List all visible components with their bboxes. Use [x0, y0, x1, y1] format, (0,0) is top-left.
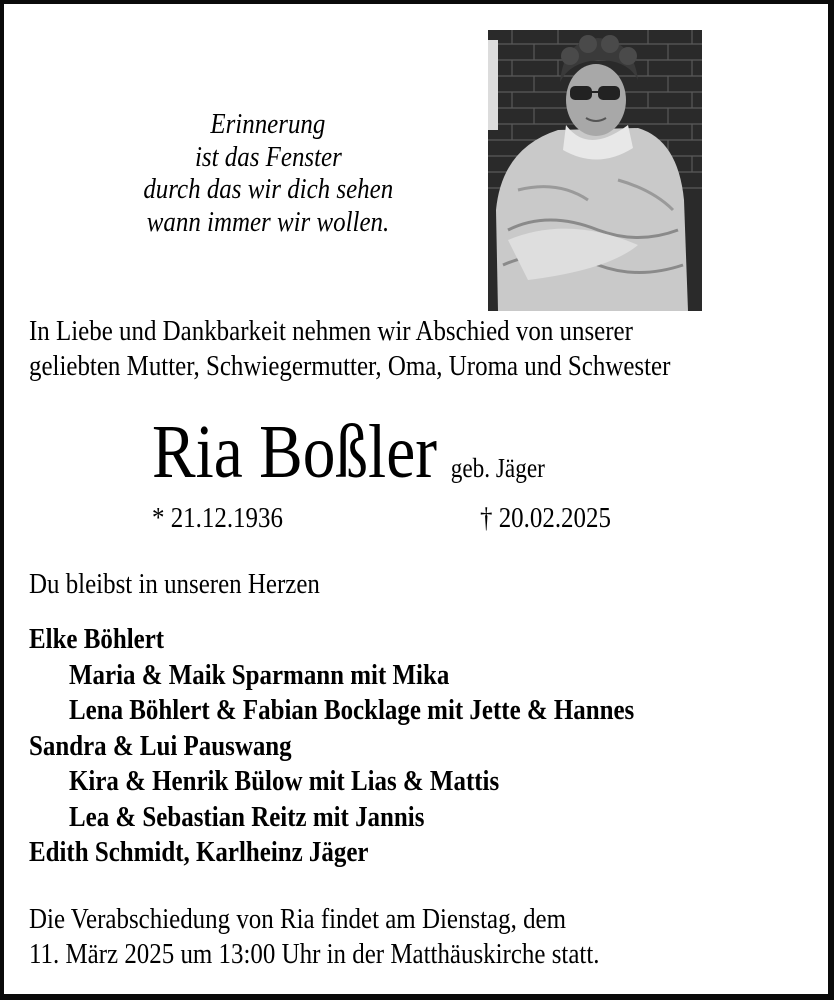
motto	[29, 567, 367, 601]
closing-line-1: Die Verabschiedung von Ria findet am Dienstag, dem	[29, 903, 567, 935]
quote-line	[64, 141, 472, 174]
death-date-text: † 20.02.2025	[480, 502, 611, 534]
quote-line-2: ist das Fenster	[194, 140, 342, 173]
quote-line	[64, 173, 472, 206]
family-row	[29, 800, 726, 836]
quote-line-1: Erinnerung	[210, 108, 326, 140]
family-member: Kira & Henrik Bülow mit Lias & Mattis	[69, 765, 500, 797]
birth-date	[152, 501, 304, 535]
death-date	[480, 501, 632, 535]
deceased-name-row	[152, 412, 609, 492]
intro-line-2: geliebten Mutter, Schwiegermutter, Oma, Uroma und Schwester	[29, 350, 671, 382]
family-member: Elke Böhlert	[29, 623, 165, 655]
closing-line-2: 11. März 2025 um 13:00 Uhr in der Matthäuskirche statt.	[29, 938, 600, 970]
family-member: Lea & Sebastian Reitz mit Jannis	[69, 800, 425, 833]
quote-line-3: durch das wir dich sehen	[143, 173, 393, 205]
family-row	[29, 658, 726, 694]
portrait-photo-icon	[488, 30, 702, 311]
deceased-name: Ria Boßler	[152, 410, 437, 494]
family-member: Sandra & Lui Pauswang	[29, 729, 292, 762]
maiden-name: geb. Jäger	[450, 453, 545, 483]
family-member: Maria & Maik Sparmann mit Mika	[69, 658, 450, 691]
portrait-photo	[488, 30, 702, 311]
family-list	[29, 622, 726, 871]
quote-line	[64, 108, 472, 141]
service-announcement	[29, 902, 692, 972]
family-row	[29, 764, 726, 800]
quote-line	[64, 206, 472, 239]
family-row	[29, 622, 726, 658]
quote-line-4: wann immer wir wollen.	[146, 205, 390, 238]
motto-text: Du bleibst in unseren Herzen	[29, 568, 320, 600]
memorial-quote	[64, 108, 472, 238]
family-member: Lena Böhlert & Fabian Bocklage mit Jette & Hannes	[69, 694, 635, 726]
intro-text	[29, 314, 775, 384]
family-row	[29, 729, 726, 765]
family-member: Edith Schmidt, Karlheinz Jäger	[29, 836, 369, 868]
family-row	[29, 693, 726, 729]
family-row	[29, 835, 726, 871]
intro-line-1: In Liebe und Dankbarkeit nehmen wir Abschied von unserer	[29, 315, 633, 347]
birth-date-text: * 21.12.1936	[152, 502, 283, 534]
